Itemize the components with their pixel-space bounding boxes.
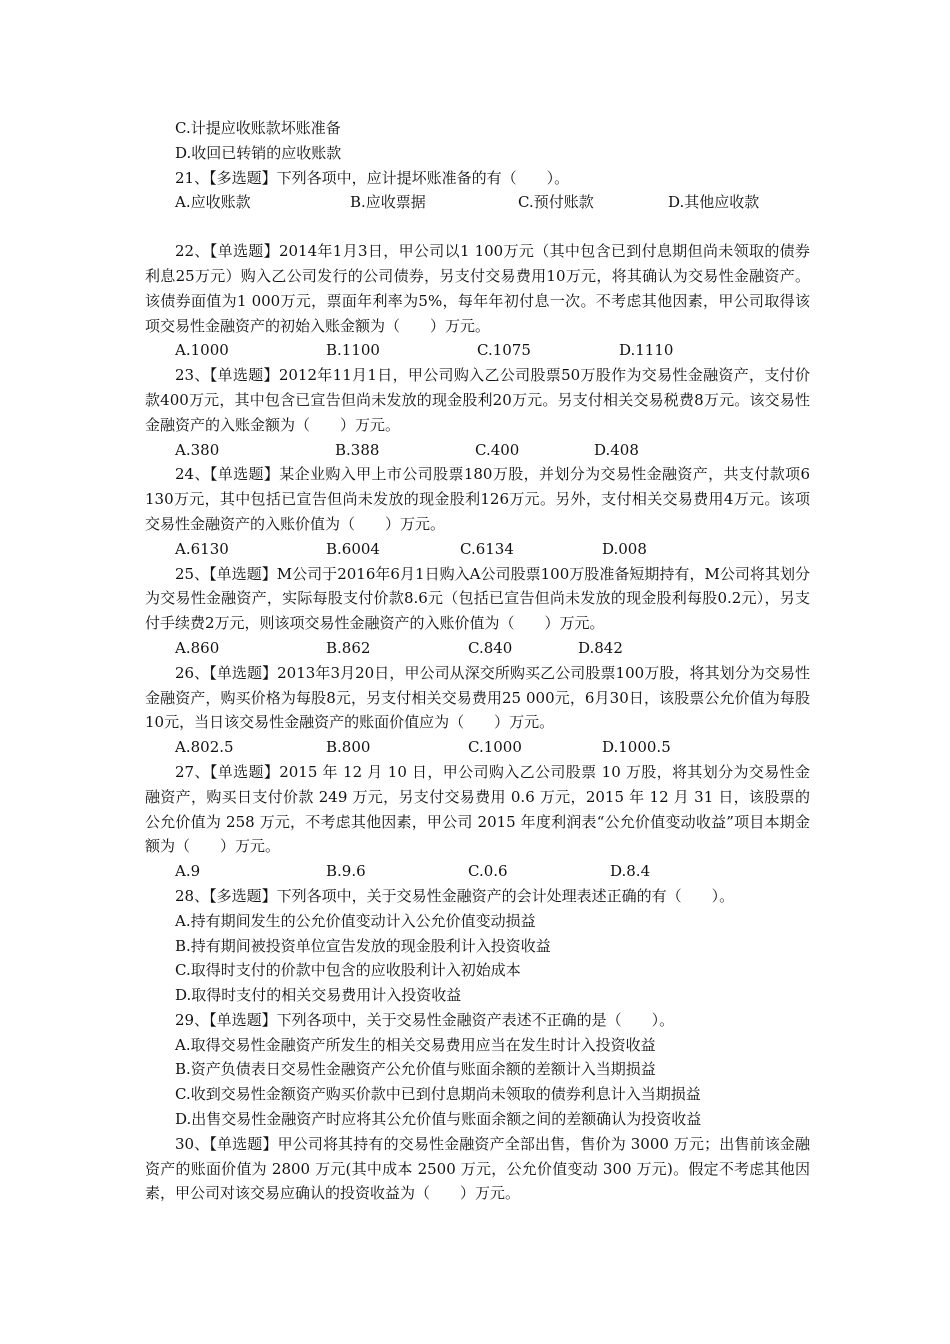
- option-c: C.收到交易性金额资产购买价款中已到付息期尚未领取的债券利息计入当期损益: [175, 1085, 701, 1104]
- option-a: A.1000: [175, 341, 229, 360]
- option-c: C.840: [468, 638, 513, 657]
- exam-page: [145, 116, 810, 1206]
- question-26: 26、【单选题】2013年3月20日，甲公司从深交所购买乙公司股票100万股，将其划分为交易性金融资产，购买价格为每股8元，另支付相关交易费用25 000元，6月30日，该股票公允价值为每股10元，当日该交易性金融资产的账面价值应为（ ）万元。: [145, 663, 810, 732]
- option-d: D.出售交易性金融资产时应将其公允价值与账面余额之间的差额确认为投资收益: [175, 1110, 702, 1129]
- option-c: C.1000: [468, 738, 522, 757]
- option-b: B.6004: [326, 539, 380, 558]
- option-d: D.其他应收款: [668, 193, 760, 212]
- option-c: C.取得时支付的价款中包含的应收股利计入初始成本: [175, 961, 521, 980]
- option-a: A.802.5: [175, 738, 234, 757]
- question-27: 27、【单选题】2015 年 12 月 10 日，甲公司购入乙公司股票 10 万股，将其划分为交易性金融资产，购买日支付价款 249 万元，另支付交易费用 0.6 万元，2015 年 12 月 31 日，该股票的公允价值为 258 万元，不考虑其他因素，甲公司 2015 年度利润表“公允价值变动收益”项目本期金额为（ ）万元。: [145, 762, 810, 856]
- question-25: 25、【单选题】M公司于2016年6月1日购入A公司股票100万股准备短期持有，M公司将其划分为交易性金融资产，实际每股支付价款8.6元（包括已宣告但尚未发放的现金股利每股0.2元），另支付手续费2万元，则该项交易性金融资产的入账价值为（ ）万元。: [145, 564, 810, 633]
- option-c: C.0.6: [468, 862, 508, 881]
- option-b: B.862: [326, 638, 371, 657]
- option-a: A.9: [175, 862, 201, 881]
- option-a: A.860: [175, 638, 220, 657]
- question-29: 29、【单选题】下列各项中，关于交易性金融资产表述不正确的是（ ）。: [175, 1010, 675, 1029]
- question-28: 28、【多选题】下列各项中，关于交易性金融资产的会计处理表述正确的有（ ）。: [175, 886, 735, 905]
- option-a: A.380: [175, 440, 220, 459]
- option-b: B.1100: [326, 341, 380, 360]
- option-b: B.388: [335, 440, 380, 459]
- option-a: A.取得交易性金融资产所发生的相关交易费用应当在发生时计入投资收益: [175, 1035, 656, 1054]
- question-21: 21、【多选题】下列各项中，应计提坏账准备的有（ ）。: [175, 168, 570, 187]
- option-d: D.1110: [619, 341, 674, 360]
- option-c: C.1075: [477, 341, 531, 360]
- option-b: B.800: [326, 738, 371, 757]
- option-d: D.842: [578, 638, 623, 657]
- option-d: D.008: [602, 539, 647, 558]
- option-b: B.持有期间被投资单位宣告发放的现金股利计入投资收益: [175, 936, 551, 955]
- option-a: A.应收账款: [175, 193, 251, 212]
- options-row-25: [145, 636, 810, 661]
- spacer: [145, 215, 810, 239]
- options-row-22: [145, 338, 810, 363]
- options-row-23: [145, 438, 810, 463]
- options-row-24: [145, 537, 810, 562]
- option-d: D.8.4: [610, 862, 651, 881]
- option-a: A.持有期间发生的公允价值变动计入公允价值变动损益: [175, 911, 536, 930]
- question-24: 24、【单选题】某企业购入甲上市公司股票180万股，并划分为交易性金融资产，共支付款项6 130万元，其中包括已宣告但尚未发放的现金股利126万元。另外，支付相关交易费用4万元。该项交易性金融资产的入账价值为（ ）万元。: [145, 465, 810, 533]
- option-d: D.1000.5: [602, 738, 671, 757]
- question-22: 22、【单选题】2014年1月3日，甲公司以1 100万元（其中包含已到付息期但尚未领取的债券利息25万元）购入乙公司发行的公司债券，另支付交易费用10万元，将其确认为交易性金融资产。该债券面值为1 000万元，票面年利率为5%，每年年初付息一次。不考虑其他因素，甲公司取得该项交易性金融资产的初始入账金额为（ ）万元。: [145, 242, 810, 335]
- option-b: B.9.6: [326, 862, 366, 881]
- options-row-21: [145, 190, 810, 215]
- option-d: D.收回已转销的应收账款: [175, 143, 342, 162]
- options-row-27: [145, 859, 810, 884]
- option-c: C.预付账款: [518, 193, 594, 212]
- option-d: D.取得时支付的相关交易费用计入投资收益: [175, 986, 462, 1005]
- question-23: 23、【单选题】2012年11月1日，甲公司购入乙公司股票50万股作为交易性金融资产，支付价款400万元，其中包含已宣告但尚未发放的现金股利20万元。另支付相关交易税费8万元。该交易性金融资产的入账金额为（ ）万元。: [145, 366, 810, 434]
- option-a: A.6130: [175, 539, 229, 558]
- option-b: B.应收票据: [350, 193, 426, 212]
- option-c: C.计提应收账款坏账准备: [175, 119, 341, 137]
- option-c: C.6134: [460, 539, 514, 558]
- option-b: B.资产负债表日交易性金融资产公允价值与账面余额的差额计入当期损益: [175, 1060, 656, 1079]
- options-row-26: [145, 735, 810, 760]
- option-d: D.408: [594, 440, 639, 459]
- option-c: C.400: [475, 440, 520, 459]
- question-30: 30、【单选题】甲公司将其持有的交易性金融资产全部出售，售价为 3000 万元；出售前该金融资产的账面价值为 2800 万元(其中成本 2500 万元，公允价值变动 300 万元)。假定不考虑其他因素，甲公司对该交易应确认的投资收益为（ ）万元。: [145, 1134, 810, 1203]
